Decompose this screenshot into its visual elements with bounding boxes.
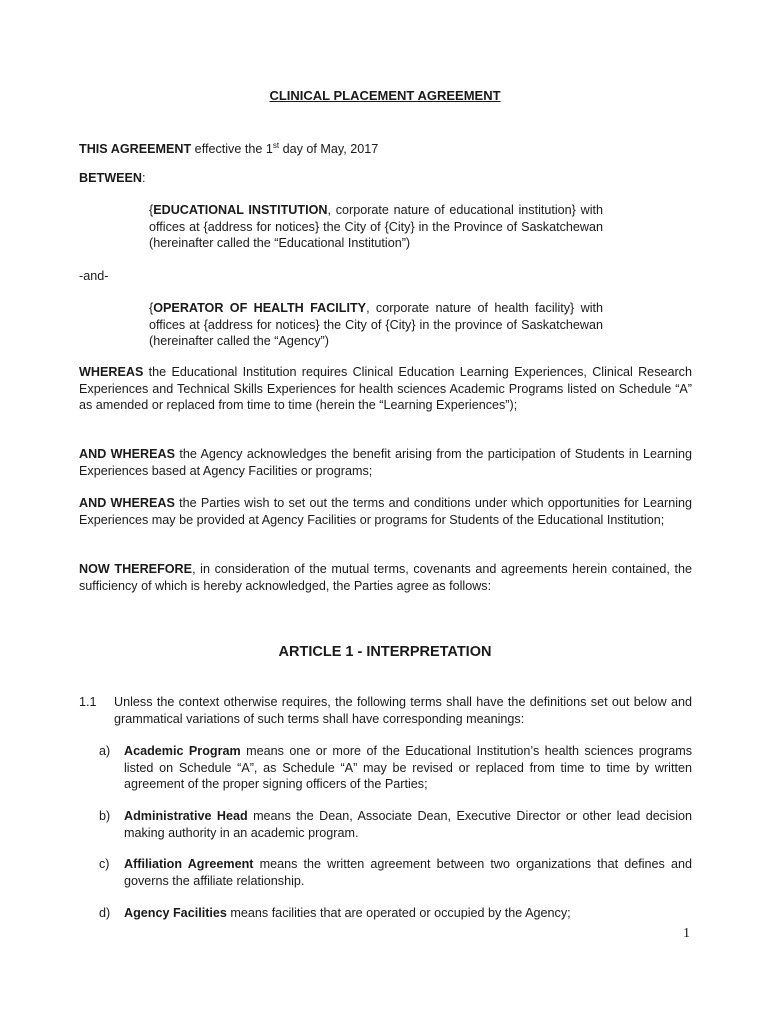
article-heading: ARTICLE 1 - INTERPRETATION [278, 644, 492, 660]
clause-text: Unless the context otherwise requires, the following terms shall have the definitions set out below and grammatical variations of such terms shall have corresponding meanings: [114, 695, 692, 726]
party-educational-institution [149, 202, 603, 252]
definition-label: d) [99, 906, 111, 920]
definition-text: means facilities that are operated or occupied by the Agency; [226, 906, 571, 920]
agreement-lead: THIS AGREEMENT [79, 142, 192, 157]
definition-text: means the Dean, Associate Dean, Executive Director or other lead decision making authority in an academic program. [124, 809, 692, 840]
definition-text: means one or more of the Educational Institution’s health sciences programs listed on Schedule “A”, as Schedule “A” may be revised or replaced from time to time by written agreement of the proper signing officers of the Parties; [124, 744, 692, 791]
between-colon: : [141, 171, 146, 185]
ordinal-suffix: st [272, 141, 280, 150]
recital-keyword: WHEREAS [79, 365, 144, 379]
effective-line [79, 138, 699, 158]
definition-term: Administrative Head [124, 809, 248, 823]
definition-academic-program [124, 743, 692, 793]
definition-text: means the written agreement between two organizations that defines and governs the affiliate relationship. [124, 857, 692, 888]
clause-number: 1.1 [79, 695, 97, 709]
party1-description: , corporate nature of educational institution} with offices at {address for notices} the City of {City} in the Province of Saskatchewan (hereinafter called the “Educational Institution”) [149, 203, 603, 250]
definition-label: c) [99, 857, 110, 871]
between-label [79, 170, 145, 187]
definition-agency-facilities [124, 905, 692, 922]
recital-text: the Parties wish to set out the terms and conditions under which opportunities for Learning Experiences may be provided at Agency Facilities or programs for Students of the Educational Institution; [79, 496, 692, 527]
definition-term: Agency Facilities [124, 906, 227, 920]
recital-now-therefore [79, 561, 692, 594]
effective-text-before: effective the 1 [191, 142, 273, 157]
definition-administrative-head [124, 808, 692, 841]
recital-and-whereas-1 [79, 446, 692, 479]
document-title: CLINICAL PLACEMENT AGREEMENT [269, 88, 501, 103]
recital-and-whereas-2 [79, 495, 692, 528]
party2-description: , corporate nature of health facility} with offices at {address for notices} the City of {City} in the province of Saskatchewan (hereinafter called the “Agency”) [149, 301, 603, 348]
definition-term: Academic Program [124, 744, 241, 758]
recital-text: , in consideration of the mutual terms, covenants and agreements herein contained, the sufficiency of which is hereby acknowledged, the Parties agree as follows: [79, 562, 692, 593]
recital-whereas [79, 364, 692, 414]
party1-name: EDUCATIONAL INSTITUTION [153, 203, 328, 217]
page-number: 1 [683, 926, 690, 941]
effective-text-after: day of May, 2017 [279, 142, 379, 157]
between-bold: BETWEEN [79, 171, 142, 185]
definition-term: Affiliation Agreement [124, 857, 254, 871]
party2-name: OPERATOR OF HEALTH FACILITY [153, 301, 367, 315]
recital-keyword: NOW THEREFORE [79, 562, 193, 576]
and-separator: -and- [79, 269, 109, 283]
recital-keyword: AND WHEREAS [79, 447, 175, 461]
party2-open-brace: { [149, 301, 154, 315]
definition-affiliation-agreement [124, 856, 692, 889]
recital-keyword: AND WHEREAS [79, 496, 175, 510]
party1-open-brace: { [149, 203, 154, 217]
recital-text: the Educational Institution requires Clinical Education Learning Experiences, Clinical Research Experiences and Technical Skills Experiences for health sciences Academic Programs listed on Schedule “A” as amended or replaced from time to time (herein the “Learning Experiences”); [79, 365, 692, 412]
party-health-facility [149, 300, 603, 350]
recital-text: the Agency acknowledges the benefit arising from the participation of Students in Learning Experiences based at Agency Facilities or programs; [79, 447, 693, 478]
definition-label: b) [99, 809, 111, 823]
definition-label: a) [99, 744, 111, 758]
